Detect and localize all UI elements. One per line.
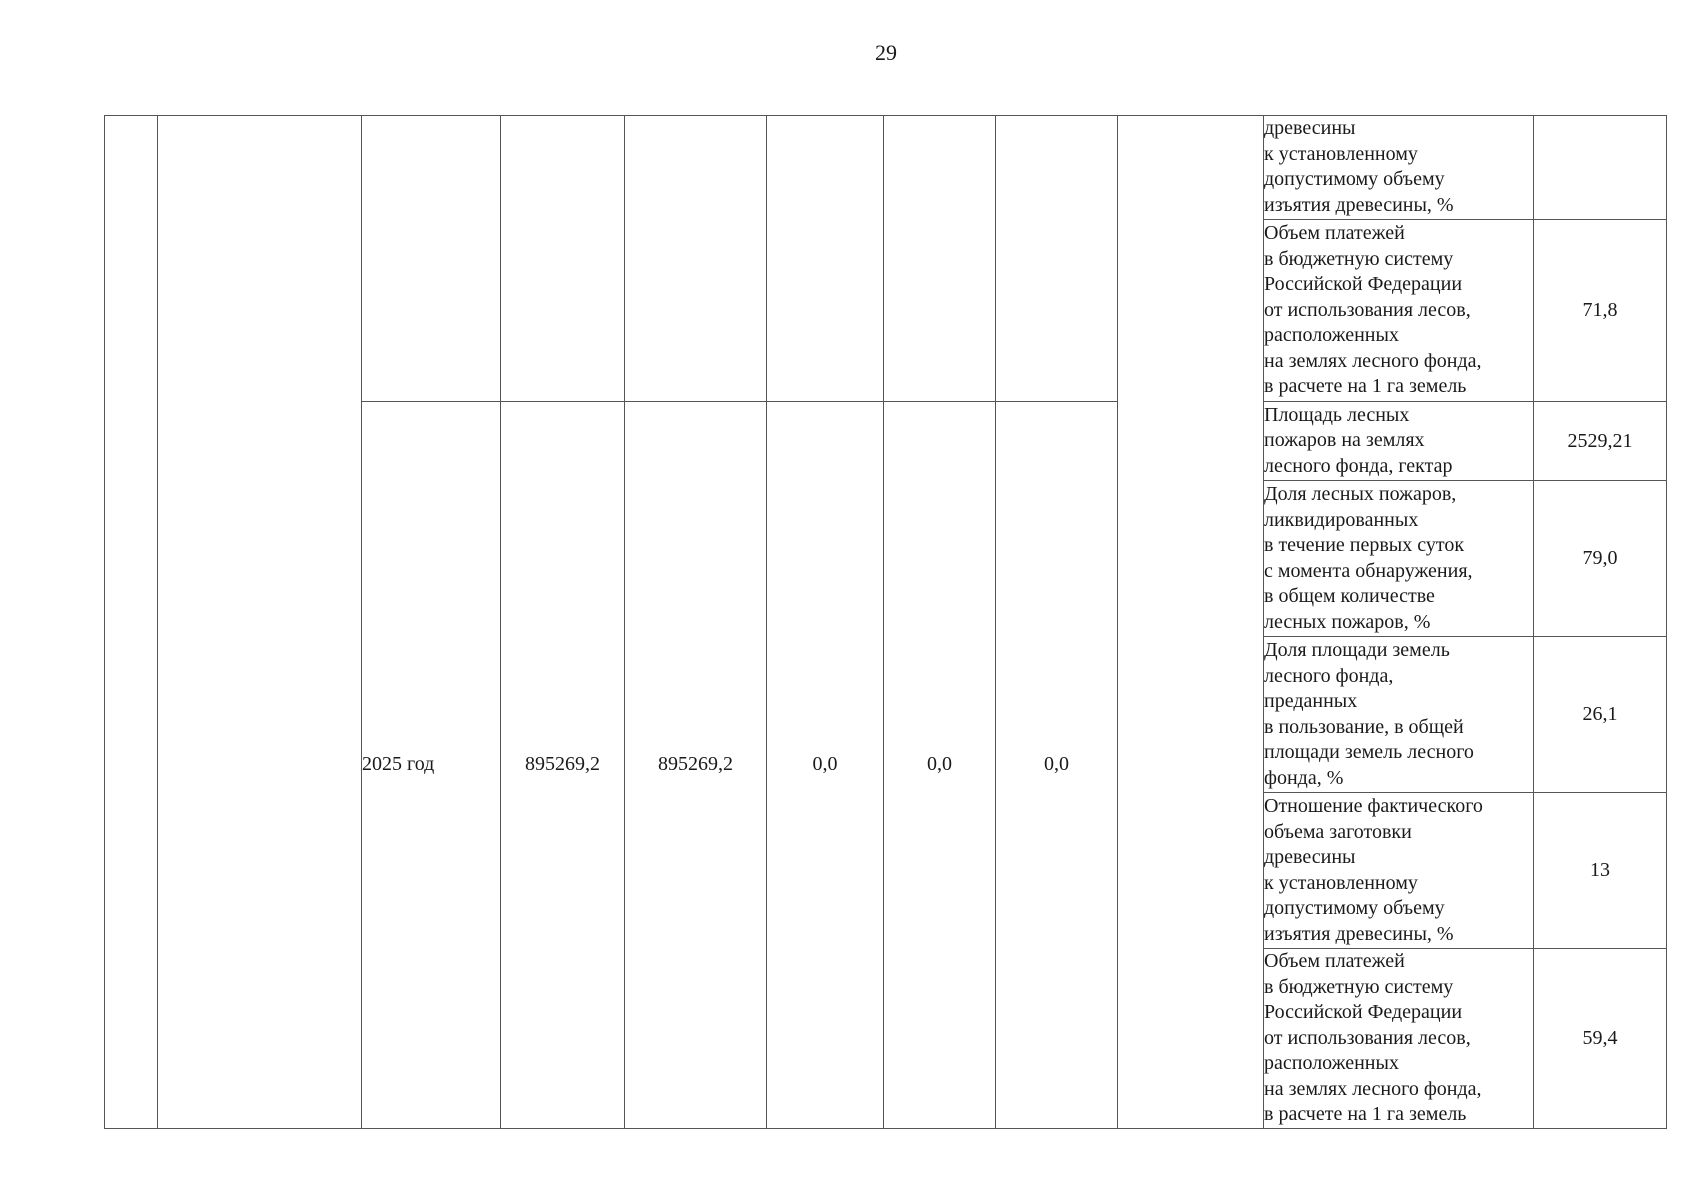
indicator-value: 59,4: [1534, 949, 1667, 1129]
local-budget-cell: 0,0: [884, 402, 996, 1129]
indicator-value: 26,1: [1534, 637, 1667, 793]
indicator-name: Объем платежей в бюджетную систему Российской Федерации от использования лесов, расположенных на землях лесного фонда, в расчете на 1 га земель: [1264, 949, 1534, 1129]
extrabudget-cell: [996, 116, 1118, 402]
period-year-cell: 2025 год: [362, 402, 501, 1129]
indicator-value: 71,8: [1534, 220, 1667, 402]
regional-budget-cell: [767, 116, 884, 402]
executor-cell: [1118, 116, 1264, 1129]
program-funding-table: [104, 115, 1667, 1129]
extrabudget-cell: 0,0: [996, 402, 1118, 1129]
page-number: 29: [875, 40, 897, 65]
indicator-name: Доля площади земель лесного фонда, преданных в пользование, в общей площади земель лесного фонда, %: [1264, 637, 1534, 793]
federal-budget-cell: 895269,2: [625, 402, 767, 1129]
event-name-cell: [158, 116, 362, 1129]
indicator-name: Доля лесных пожаров, ликвидированных в течение первых суток с момента обнаружения, в общем количестве лесных пожаров, %: [1264, 481, 1534, 637]
indicator-value: 79,0: [1534, 481, 1667, 637]
period-cell: [362, 116, 501, 402]
total-funding-cell: 895269,2: [501, 402, 625, 1129]
total-funding-cell: [501, 116, 625, 402]
indicator-name: древесины к установленному допустимому объему изъятия древесины, %: [1264, 116, 1534, 220]
indicator-name: Объем платежей в бюджетную систему Российской Федерации от использования лесов, расположенных на землях лесного фонда, в расчете на 1 га земель: [1264, 220, 1534, 402]
indicator-name: Отношение фактического объема заготовки древесины к установленному допустимому объему изъятия древесины, %: [1264, 793, 1534, 949]
local-budget-cell: [884, 116, 996, 402]
indicator-value: 13: [1534, 793, 1667, 949]
row-number-cell: [105, 116, 158, 1129]
indicator-value: [1534, 116, 1667, 220]
indicator-name: Площадь лесных пожаров на землях лесного фонда, гектар: [1264, 402, 1534, 481]
regional-budget-cell: 0,0: [767, 402, 884, 1129]
federal-budget-cell: [625, 116, 767, 402]
indicator-value: 2529,21: [1534, 402, 1667, 481]
